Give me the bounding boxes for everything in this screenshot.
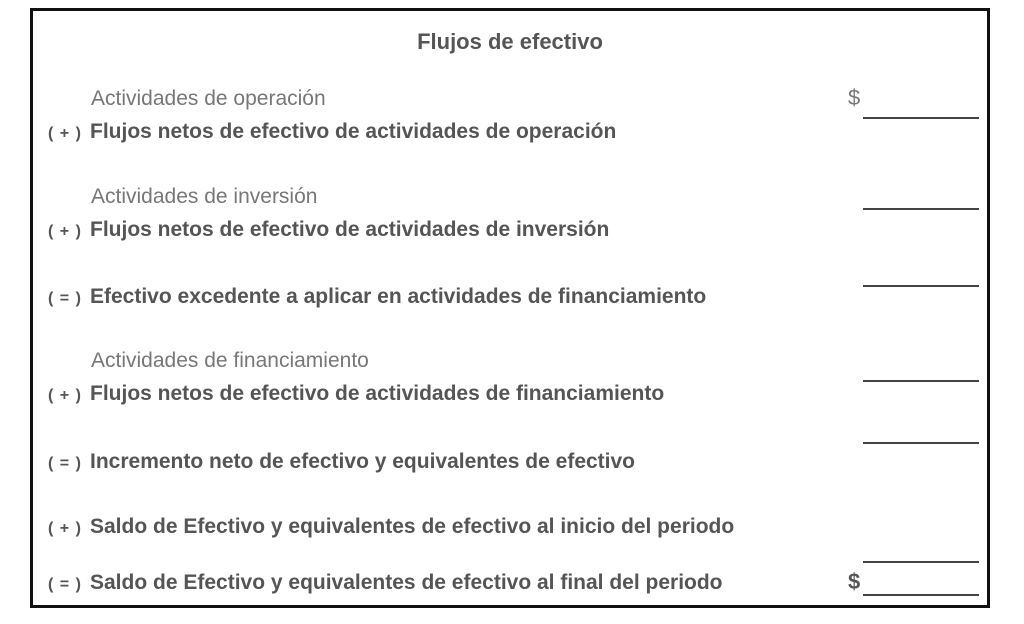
- investing-amount-blank: [863, 208, 979, 210]
- investing-net-flow-row: [48, 218, 609, 242]
- opening-balance-sign: ( + ): [48, 520, 82, 537]
- investing-sign: ( + ): [48, 223, 82, 240]
- operating-net-flow-label: Flujos netos de efectivo de actividades de operación: [90, 120, 617, 143]
- surplus-amount-blank: [863, 285, 979, 287]
- net-increase-amount-blank: [863, 442, 979, 444]
- operating-section-label: Actividades de operación: [91, 87, 326, 110]
- net-increase-sign: ( = ): [48, 455, 82, 472]
- closing-balance-currency-symbol: $: [848, 569, 861, 594]
- closing-balance-sign: ( = ): [48, 576, 82, 593]
- closing-balance-label: Saldo de Efectivo y equivalentes de efectivo al final del periodo: [90, 571, 723, 594]
- financing-amount-blank: [863, 380, 979, 382]
- net-increase-row: [48, 450, 635, 474]
- surplus-label: Efectivo excedente a aplicar en actividades de financiamiento: [90, 285, 707, 308]
- investing-section-label: Actividades de inversión: [91, 185, 318, 208]
- opening-balance-label: Saldo de Efectivo y equivalentes de efectivo al inicio del periodo: [90, 515, 735, 538]
- cash-flow-statement: [30, 8, 990, 608]
- financing-net-flow-label: Flujos netos de efectivo de actividades de financiamiento: [90, 382, 665, 405]
- closing-balance-amount-blank: [863, 594, 979, 596]
- financing-sign: ( + ): [48, 387, 82, 404]
- operating-amount-blank: [863, 117, 979, 119]
- operating-net-flow-row: [48, 120, 616, 144]
- closing-balance-row: [48, 571, 723, 595]
- opening-balance-row: [48, 515, 734, 539]
- investing-net-flow-label: Flujos netos de efectivo de actividades de inversión: [90, 218, 610, 241]
- operating-currency-symbol: $: [848, 85, 861, 110]
- net-increase-label: Incremento neto de efectivo y equivalentes de efectivo: [90, 450, 636, 473]
- surplus-row: [48, 285, 706, 309]
- statement-title: Flujos de efectivo: [417, 29, 603, 54]
- opening-balance-amount-blank: [863, 561, 979, 563]
- operating-sign: ( + ): [48, 125, 82, 142]
- financing-net-flow-row: [48, 382, 664, 406]
- surplus-sign: ( = ): [48, 290, 82, 307]
- financing-section-label: Actividades de financiamiento: [91, 349, 369, 372]
